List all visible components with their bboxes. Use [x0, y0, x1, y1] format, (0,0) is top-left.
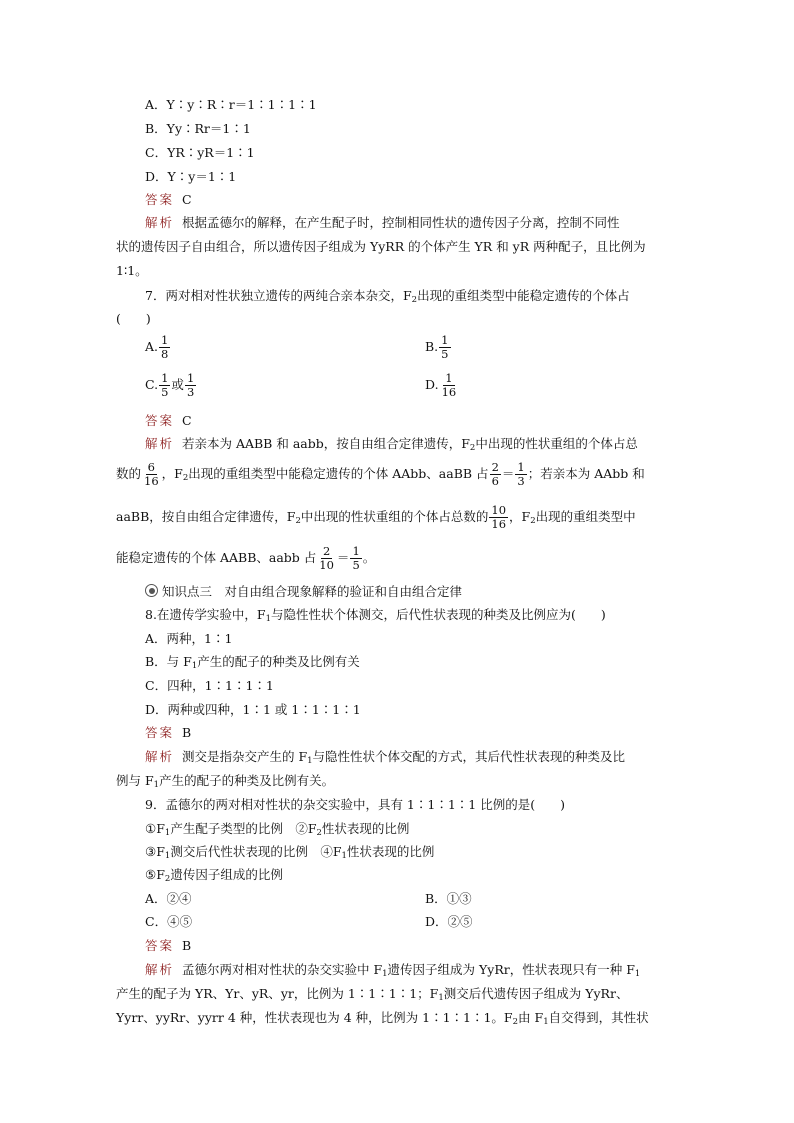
numerator: 1 [517, 460, 525, 474]
analysis-label: 解析 [145, 962, 175, 977]
analysis-text: 测交是指杂交产生的 F [181, 749, 308, 764]
q9-option-a: A．②④ [145, 891, 192, 906]
q9-option-c: C．④⑤ [145, 914, 193, 929]
analysis-text: 例与 F [116, 773, 154, 788]
denominator: 16 [491, 517, 507, 531]
q7-stem-line-2: ( ) [116, 311, 151, 326]
analysis-text: 产生的配子为 YR、Yr、yR、yr，比例为 1∶1∶1∶1；F [116, 986, 439, 1001]
item-text: ⑤F [145, 867, 165, 882]
item-text: 测交后代性状表现的比例 ④F [170, 844, 342, 859]
q6-analysis-line-1 [145, 214, 619, 232]
q7-option-d [425, 372, 459, 399]
numerator: 1 [445, 371, 453, 385]
analysis-text: aaBB，按自由组合定律遗传，F [116, 509, 296, 524]
q8-option-b [145, 653, 360, 675]
fraction [490, 461, 501, 488]
subscript: 1 [382, 969, 388, 979]
denominator: 16 [144, 474, 159, 488]
answer-value: C [181, 413, 192, 428]
stem-text: 8.在遗传学实验中，F [145, 607, 266, 622]
q8-option-d: D．两种或四种，1∶1 或 1∶1∶1∶1 [145, 702, 361, 717]
q7-analysis-line-4 [116, 545, 375, 572]
q6-option-d: D．Y∶y＝1∶1 [145, 169, 237, 184]
q8-option-c: C．四种，1∶1∶1∶1 [145, 678, 274, 693]
answer-value: B [181, 725, 192, 740]
analysis-text: 能稳定遗传的个体 AABB、aabb 占 [116, 550, 317, 565]
fraction [159, 334, 170, 361]
fraction [185, 372, 196, 399]
item-text: 性状表现的比例 [321, 821, 410, 836]
option-label: B. [425, 339, 439, 354]
answer-value: C [181, 192, 192, 207]
answer-label: 答案 [145, 938, 175, 953]
fraction [159, 372, 170, 399]
fraction [317, 545, 336, 572]
q8-option-a: A．两种，1∶1 [145, 631, 233, 646]
q6-analysis-line-2: 状的遗传因子自由组合，所以遗传因子组成为 YyRR 的个体产生 YR 和 yR 两种配子，且比例为 [116, 239, 646, 254]
numerator: 10 [491, 503, 507, 517]
q8-analysis-line-1 [145, 748, 625, 770]
heading-text: 知识点三 对自由组合现象解释的验证和自由组合定律 [162, 584, 463, 599]
q6-option-c: C．YR∶yR＝1∶1 [145, 145, 255, 160]
fraction [440, 372, 459, 399]
q7-option-c [145, 372, 197, 399]
subscript: 1 [543, 1017, 549, 1027]
analysis-text: 中出现的性状重组的个体占总 [475, 436, 638, 451]
denominator: 5 [352, 558, 360, 572]
answer-value: B [181, 938, 192, 953]
analysis-label: 解析 [145, 436, 175, 451]
q7-stem [145, 287, 630, 309]
q9-stem: 9．孟德尔的两对相对性状的杂交实验中，具有 1∶1∶1∶1 比例的是( ) [145, 797, 565, 812]
q9-option-d: D．②⑤ [425, 914, 473, 929]
bullet-circle-icon [145, 584, 158, 597]
subscript: 1 [438, 993, 444, 1003]
subscript: 2 [164, 874, 171, 884]
analysis-text: 测交后代遗传因子组成为 YyRr、 [443, 986, 629, 1001]
analysis-text: 与隐性性状个体交配的方式，其后代性状表现的种类及比 [312, 749, 626, 764]
denominator: 3 [517, 474, 525, 488]
denominator: 10 [319, 558, 334, 572]
item-text: ①F [145, 821, 165, 836]
subscript: 1 [634, 969, 641, 979]
analysis-label: 解析 [145, 749, 175, 764]
analysis-text: 根据孟德尔的解释，在产生配子时，控制相同性状的遗传因子分离，控制不同性 [181, 215, 620, 230]
knowledge-point-heading [145, 583, 462, 601]
equals-sign: ＝ [501, 466, 515, 481]
answer-label: 答案 [145, 413, 175, 428]
subscript: 1 [191, 661, 198, 671]
q7-analysis-line-3 [116, 504, 636, 531]
option-text: 产生的配子的种类及比例有关 [197, 654, 360, 669]
numerator: 1 [186, 371, 195, 385]
subscript: 1 [164, 851, 171, 861]
q9-option-b: B．①③ [425, 891, 472, 906]
q6-answer [145, 191, 192, 209]
equals-sign: ＝ [336, 550, 350, 565]
answer-label: 答案 [145, 725, 175, 740]
subscript: 2 [469, 443, 476, 453]
subscript: 2 [411, 295, 418, 305]
denominator: 3 [186, 385, 195, 399]
q8-answer [145, 724, 191, 742]
subscript: 2 [182, 473, 189, 483]
item-text: 遗传因子组成的比例 [170, 867, 283, 882]
q7-option-a [145, 334, 171, 361]
subscript: 1 [265, 614, 272, 624]
subscript: 1 [164, 828, 171, 838]
analysis-text: 出现的重组类型中 [535, 509, 636, 524]
q9-analysis-line-3 [116, 1009, 649, 1031]
denominator: 16 [441, 385, 457, 399]
analysis-text: 自交得到，其性状 [548, 1010, 649, 1025]
analysis-text: 。 [362, 550, 376, 565]
q7-option-b [425, 334, 452, 361]
fraction [439, 334, 450, 361]
subscript: 1 [307, 756, 313, 766]
q9-items-line-3 [145, 866, 283, 888]
analysis-label: 解析 [145, 215, 175, 230]
q9-items-line-2 [145, 843, 434, 865]
fraction [515, 461, 526, 488]
numerator: 1 [161, 371, 169, 385]
analysis-text: 产生的配子的种类及比例有关。 [159, 773, 335, 788]
subscript: 2 [530, 516, 536, 526]
q6-option-b: B．Yy∶Rr＝1∶1 [145, 121, 251, 136]
subscript: 2 [512, 1017, 519, 1027]
fraction [489, 504, 508, 531]
denominator: 8 [161, 347, 169, 361]
item-text: 产生配子类型的比例 ②F [170, 821, 317, 836]
numerator: 1 [161, 333, 169, 347]
or-text: 或 [171, 377, 184, 392]
analysis-text: Yyrr、yyRr、yyrr 4 种，性状表现也为 4 种，比例为 1∶1∶1∶1。F [116, 1010, 513, 1025]
analysis-text: 遗传因子组成为 YyRr，性状表现只有一种 F [387, 962, 635, 977]
option-text: B．与 F [145, 654, 192, 669]
analysis-text: 数的 [116, 466, 142, 481]
stem-text: 7．两对相对性状独立遗传的两纯合亲本杂交，F [145, 288, 412, 303]
q8-analysis-line-2 [116, 772, 334, 794]
subscript: 1 [341, 851, 347, 861]
denominator: 5 [161, 385, 169, 399]
fraction [350, 545, 361, 572]
numerator: 2 [322, 544, 331, 558]
item-text: 性状表现的比例 [346, 844, 435, 859]
option-label: C. [145, 377, 159, 392]
analysis-text: 中出现的性状重组的个体占总数的 [300, 509, 489, 524]
q6-option-a: A．Y∶y∶R∶r＝1∶1∶1∶1 [145, 97, 317, 112]
item-text: ③F [145, 844, 165, 859]
numerator: 1 [441, 333, 449, 347]
fraction [142, 461, 161, 488]
analysis-text: 若亲本为 AABB 和 aabb，按自由组合定律遗传，F [181, 436, 470, 451]
stem-text: 出现的重组类型中能稳定遗传的个体占 [417, 288, 630, 303]
analysis-text: 由 F [518, 1010, 544, 1025]
analysis-text: 孟德尔两对相对性状的杂交实验中 F [181, 962, 383, 977]
q7-analysis-line-2 [116, 461, 645, 488]
q9-items-line-1 [145, 820, 409, 842]
stem-text: 与隐性性状个体测交，后代性状表现的种类及比例应为( ) [271, 607, 606, 622]
analysis-text: ，F [161, 466, 183, 481]
analysis-text: 出现的重组类型中能稳定遗传的个体 AAbb、aaBB 占 [188, 466, 489, 481]
q7-answer [145, 412, 192, 430]
option-label: A. [145, 339, 159, 354]
q9-analysis-line-2 [116, 985, 628, 1007]
q7-analysis-line-1 [145, 435, 638, 457]
numerator: 1 [352, 544, 360, 558]
q9-answer [145, 937, 191, 955]
option-label: D. [425, 377, 439, 392]
q6-analysis-line-3: 1∶1。 [116, 263, 148, 278]
analysis-text: ，F [509, 509, 531, 524]
q8-stem [145, 606, 606, 628]
numerator: 2 [491, 460, 499, 474]
numerator: 6 [147, 460, 155, 474]
q9-analysis-line-1 [145, 961, 640, 983]
subscript: 2 [295, 516, 301, 526]
denominator: 6 [491, 474, 499, 488]
answer-label: 答案 [145, 192, 175, 207]
subscript: 1 [153, 780, 160, 790]
analysis-text: ；若亲本为 AAbb 和 [527, 466, 645, 481]
denominator: 5 [441, 347, 449, 361]
subscript: 2 [316, 828, 322, 838]
